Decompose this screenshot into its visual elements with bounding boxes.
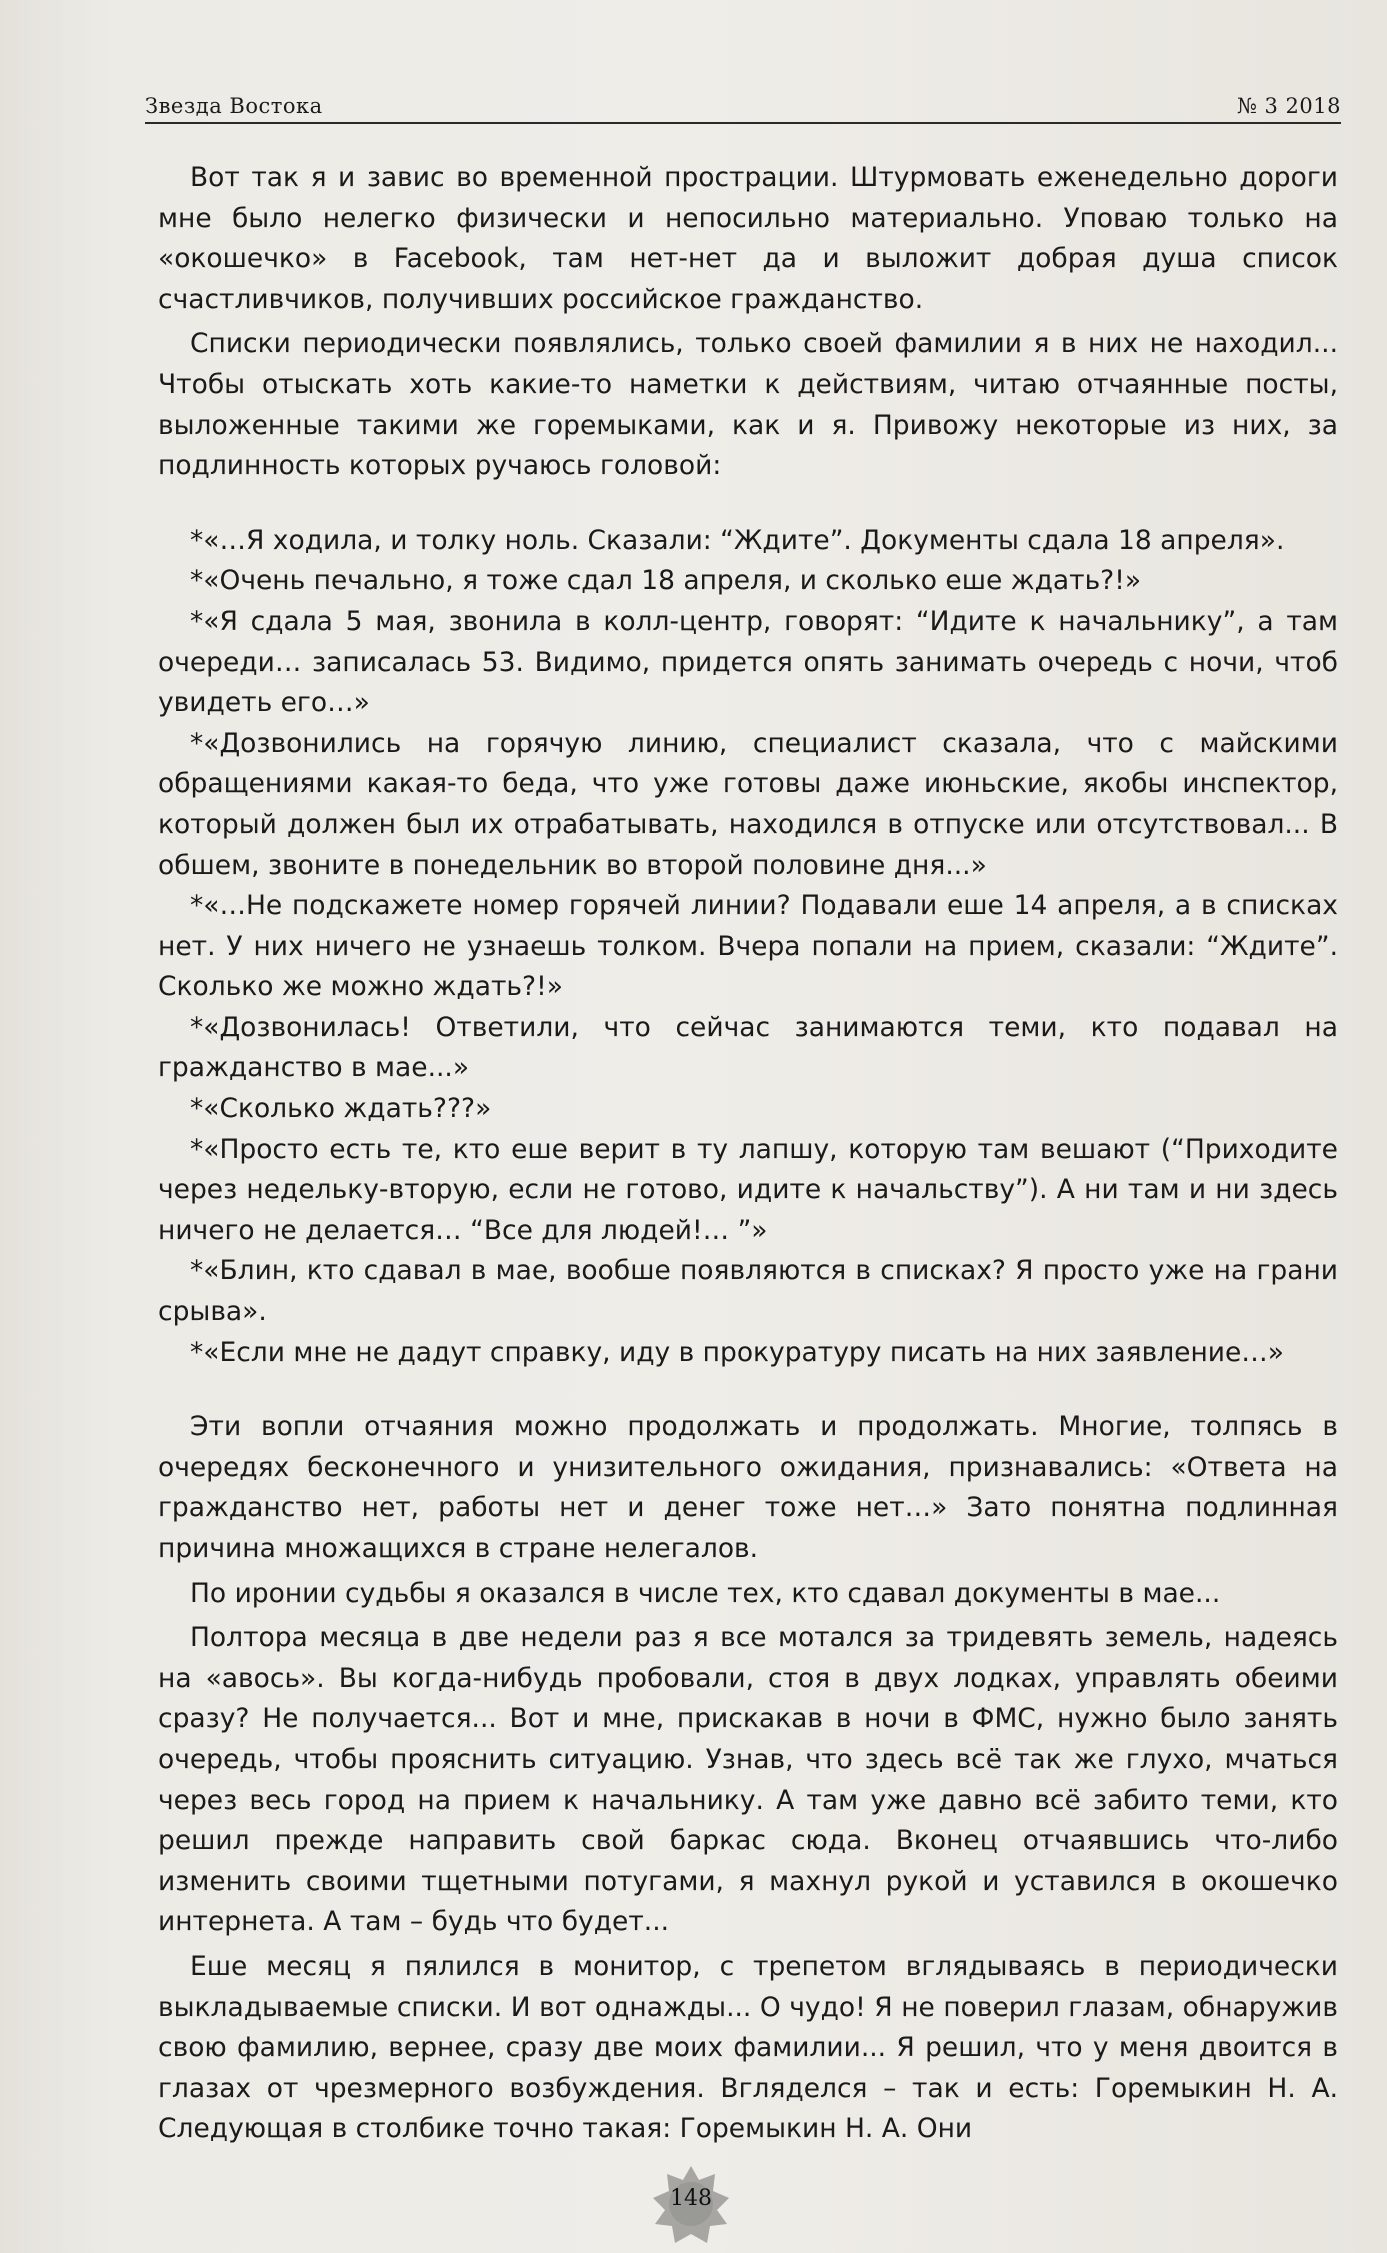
quoted-post: *«Сколько ждать???» <box>190 1093 492 1125</box>
paragraph: Еше месяц я пялился в монитор, с трепетом вглядываясь в периодически выкладываемые списки. И вот однажды... О чудо! Я не поверил глазам, обнаружив свою фамилию, вернее, сразу две моих фамилии... Я решил, что у меня двоится в глазах от чрезмерного возбуждения. Вгляделся – так и есть: Горемыкин Н. А. Следующая в столбике точно такая: Горемыкин Н. А. Они <box>158 1950 1338 2145</box>
page-number: 148 <box>670 2186 712 2211</box>
article-body <box>158 158 1338 2154</box>
quoted-post: *«…Не подскажете номер горячей линии? Подавали еше 14 апреля, а в списках нет. У них ничего не узнаешь толком. Вчера попали на прием, сказали: “Ждите”. Сколько же можно ждать?!» <box>158 890 1338 1003</box>
paragraph: Полтора месяца в две недели раз я все мотался за тридевять земель, надеясь на «авось». Вы когда-нибудь пробовали, стоя в двух лодках, управлять обеими сразу? Не получается... Вот и мне, прискакав в ночи в ФМС, нужно было занять очередь, чтобы прояснить ситуацию. Узнав, что здесь всё так же глухо, мчаться через весь город на прием к начальнику. А там уже давно всё забито теми, кто решил прежде направить свой баркас сюда. Вконец отчаявшись что-либо изменить своими тщетными потугами, я махнул рукой и уставился в окошечко интернета. А там – будь что будет... <box>158 1622 1338 1938</box>
journal-title: Звезда Востока <box>145 94 323 118</box>
paragraph: Эти вопли отчаяния можно продолжать и продолжать. Многие, толпясь в очередях бесконечного и унизительного ожидания, признавались: «Ответа на гражданство нет, работы нет и денег тоже нет…» Зато понятна подлинная причина множащихся в стране нелегалов. <box>158 1411 1338 1564</box>
paragraph: Списки периодически появлялись, только своей фамилии я в них не находил... Чтобы отыскать хоть какие-то наметки к действиям, читаю отчаянные посты, выложенные такими же горемыками, как и я. Привожу некоторые из них, за подлинность которых ручаюсь головой: <box>158 328 1338 482</box>
quoted-post: *«Блин, кто сдавал в мае, вообше появляются в списках? Я просто уже на грани срыва». <box>158 1255 1338 1328</box>
quoted-post: *«Очень печально, я тоже сдал 18 апреля, и сколько еше ждать?!» <box>190 565 1142 597</box>
paragraph: Вот так я и завис во временной прострации. Штурмовать еженедельно дороги мне было нелегко физически и непосильно материально. Уповаю только на «окошечко» в Facebook, там нет-нет да и выложит добрая душа список счастливчиков, получивших российское гражданство. <box>158 162 1338 315</box>
running-header <box>145 78 1341 124</box>
quoted-post: *«Дозвонились на горячую линию, специалист сказала, что с майскими обращениями какая-то беда, что уже готовы даже июньские, якобы инспектор, который должен был их отрабатывать, находился в отпуске или отсутствовал... В обшем, звоните в понедельник во второй половине дня...» <box>158 727 1338 881</box>
quoted-post: *«Просто есть те, кто еше верит в ту лапшу, которую там вешают (“Приходите через недельку-вторую, если не готово, идите к начальству”). А ни там и ни здесь ничего не делается… “Все для людей!… ”» <box>158 1133 1338 1246</box>
quoted-post: *«Дозвонилась! Ответили, что сейчас занимаются теми, кто подавал на гражданство в мае...» <box>158 1011 1338 1084</box>
quoted-post: *«Я сдала 5 мая, звонила в колл-центр, говорят: “Идите к начальнику”, а там очереди… записалась 53. Видимо, придется опять занимать очередь с ночи, чтоб увидеть его…» <box>158 605 1338 719</box>
issue-number: № 3 2018 <box>1236 94 1341 118</box>
quoted-post: *«Если мне не дадут справку, иду в прокуратуру писать на них заявление…» <box>190 1336 1285 1368</box>
quoted-post: *«…Я ходила, и толку ноль. Сказали: “Ждите”. Документы сдала 18 апреля». <box>190 524 1285 556</box>
paragraph: По иронии судьбы я оказался в числе тех, кто сдавал документы в мае... <box>190 1577 1221 1609</box>
page-number-ornament <box>649 2164 733 2248</box>
